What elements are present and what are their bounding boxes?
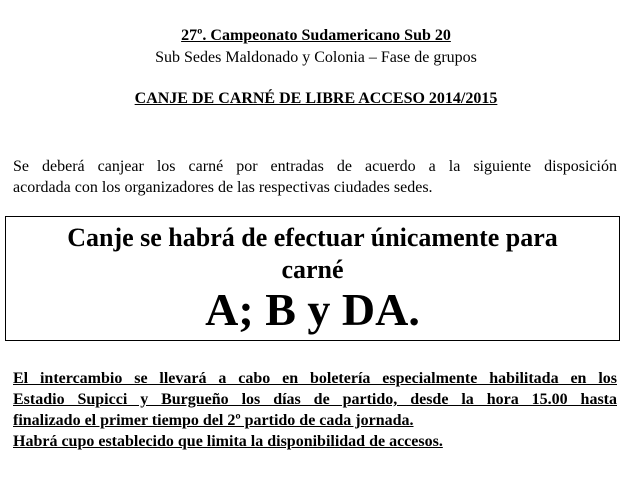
highlight-box — [5, 216, 620, 341]
intro-line: Se deberá canjear los carné por entradas de acuerdo a la siguiente disposición — [13, 158, 617, 175]
intro-paragraph — [13, 156, 617, 198]
box-card-types: A; B y DA. — [205, 284, 420, 335]
notice-line: finalizado el primer tiempo del 2º partido de cada jornada. — [13, 412, 414, 429]
section-heading: CANJE DE CARNÉ DE LIBRE ACCESO 2014/2015 — [134, 90, 498, 107]
notice-line: Estadio Supicci y Burgueño los días de partido, desde la hora 15.00 hasta — [13, 391, 617, 408]
box-text-line: Canje se habrá de efectuar únicamente para — [67, 223, 558, 252]
notice-line: El intercambio se llevará a cabo en boletería especialmente habilitada en los — [13, 370, 617, 387]
notice-paragraph — [13, 368, 617, 452]
intro-line: acordada con los organizadores de las respectivas ciudades sedes. — [13, 179, 433, 196]
notice-line: Habrá cupo establecido que limita la disponibilidad de accesos. — [13, 433, 443, 450]
document-title: 27º. Campeonato Sudamericano Sub 20 — [181, 27, 451, 44]
document-subtitle: Sub Sedes Maldonado y Colonia – Fase de grupos — [155, 49, 477, 66]
box-text-line: carné — [281, 255, 344, 284]
